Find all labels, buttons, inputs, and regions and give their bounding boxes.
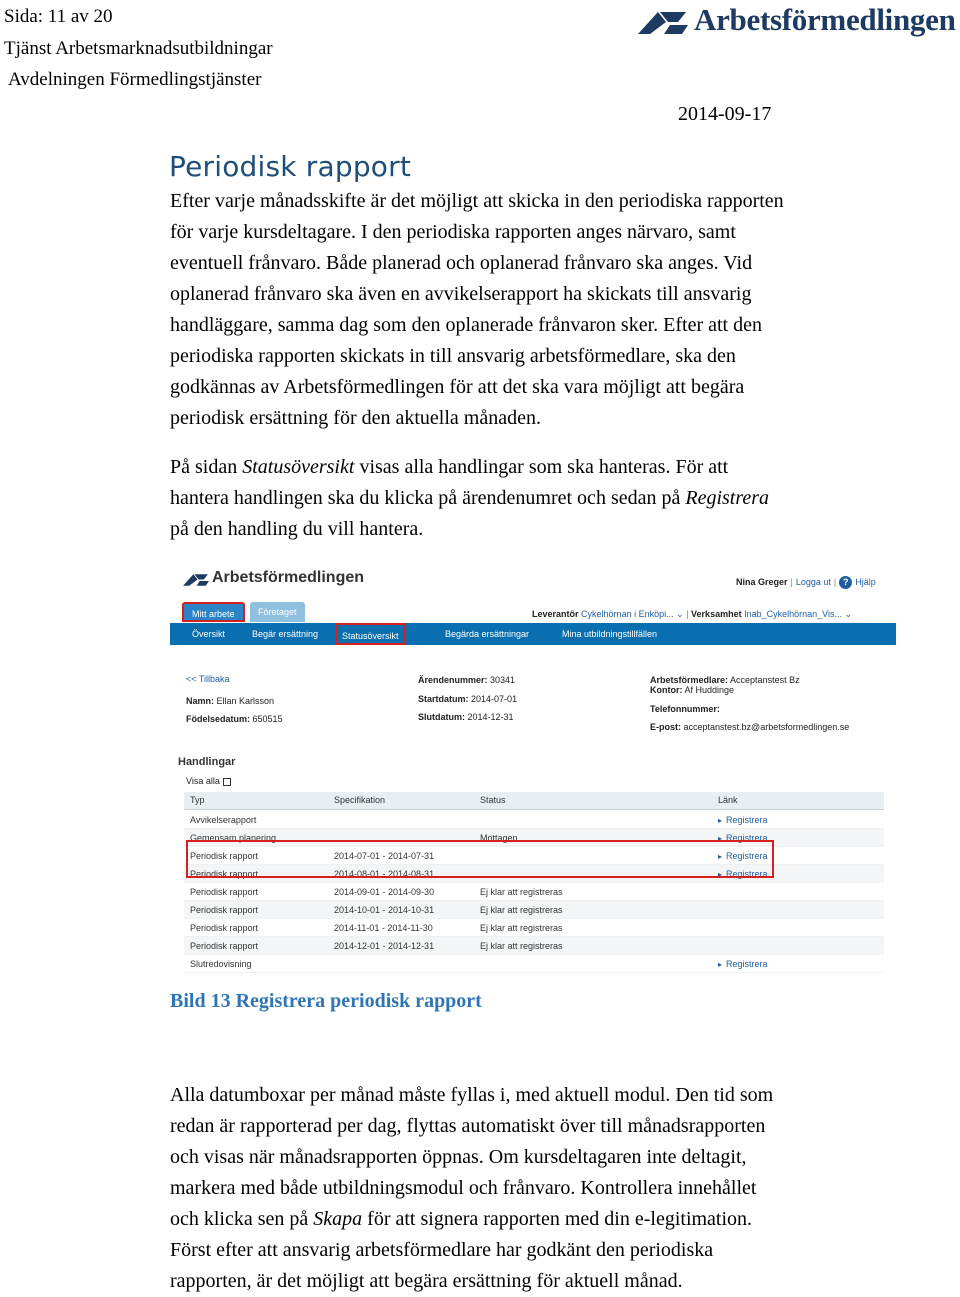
application-screenshot: [170, 560, 896, 990]
case-number: [418, 675, 515, 685]
email: [650, 722, 849, 732]
tab-foretaget[interactable]: Företaget: [250, 602, 305, 622]
text-run: och klicka sen på: [170, 1208, 314, 1230]
column-header: Länk: [718, 795, 738, 805]
field-value: 650515: [252, 714, 283, 724]
help-link[interactable]: Hjälp: [855, 576, 876, 587]
cell-specification: 2014-10-01 - 2014-10-31: [334, 905, 435, 915]
section-title: Periodisk rapport: [169, 150, 412, 183]
cell-specification: 2014-11-01 - 2014-11-30: [334, 923, 433, 933]
nav-statusoversikt[interactable]: Statusöversikt: [336, 623, 405, 645]
show-all-checkbox[interactable]: [223, 778, 231, 786]
cell-specification: 2014-09-01 - 2014-09-30: [334, 887, 435, 897]
field-value: Acceptanstest Bz: [730, 675, 800, 685]
text-line: eventuell frånvaro. Både planerad och oplanerad frånvaro ska anges. Vid: [170, 252, 753, 274]
cell-type: Periodisk rapport: [190, 923, 259, 933]
table-row: [184, 811, 884, 829]
user-name: Nina Greger: [736, 576, 788, 587]
start-date: [418, 694, 517, 704]
registrera-link[interactable]: Registrera: [726, 959, 768, 969]
text-line: och visas när månadsrapporten öppnas. Om kursdeltagaren inte deltagit,: [170, 1146, 747, 1168]
department-name: Avdelningen Förmedlingstjänster: [8, 69, 262, 90]
text-line: godkännas av Arbetsförmedlingen för att det ska vara möjligt att begära: [170, 376, 745, 398]
app-logo-mark-icon: [182, 572, 210, 588]
table-row: [184, 901, 884, 919]
field-label: Födelsedatum:: [186, 714, 251, 724]
field-label: E-post:: [650, 722, 681, 732]
text-run: hantera handlingen ska du klicka på ärendenumret och sedan på: [170, 487, 686, 509]
text-line: periodiska rapporten skickats in till ansvarig arbetsförmedlare, ska den: [170, 345, 736, 367]
field-label: Telefonnummer:: [650, 704, 720, 714]
handlingar-title: Handlingar: [178, 756, 236, 768]
activity-value[interactable]: Inab_Cykelhörnan_Vis...: [744, 609, 843, 619]
chevron-down-icon[interactable]: ⌄: [844, 609, 853, 619]
logo-text: Arbetsförmedlingen: [694, 2, 956, 37]
chevron-down-icon[interactable]: ⌄: [676, 609, 684, 619]
table-row: [184, 883, 884, 901]
italic-term: Statusöversikt: [242, 456, 355, 478]
supplier-value[interactable]: Cykelhörnan i Enköpi...: [581, 609, 674, 619]
text-run: för att signera rapporten med din e-legitimation.: [362, 1208, 753, 1230]
participant-birthdate: [186, 714, 283, 724]
service-name: Tjänst Arbetsmarknadsutbildningar: [4, 38, 273, 59]
nav-begar-ersattning[interactable]: Begär ersättning: [252, 629, 319, 639]
text-line: oplanerad frånvaro ska även en avvikelserapport ha skickats till ansvarig: [170, 283, 752, 305]
cell-type: Periodisk rapport: [190, 869, 259, 879]
nav-mina-utbildningstillfallen[interactable]: Mina utbildningstillfällen: [562, 629, 658, 639]
cell-specification: 2014-07-01 - 2014-07-31: [334, 851, 435, 861]
text-line: [170, 1204, 910, 1235]
arrow-right-icon: ▸: [718, 870, 723, 879]
arrow-right-icon: ▸: [718, 834, 723, 843]
cell-status: Ej klar att registreras: [480, 941, 563, 951]
column-header: Status: [480, 795, 506, 805]
field-value: Ellan Karlsson: [216, 696, 275, 706]
document-date: 2014-09-17: [678, 103, 772, 125]
text-line: markera med både utbildningsmodul och frånvaro. Kontrollera innehållet: [170, 1177, 757, 1199]
table-row: [184, 919, 884, 937]
registrera-link[interactable]: Registrera: [726, 869, 768, 879]
text-run: visas alla handlingar som ska hanteras. För att: [354, 456, 729, 478]
nav-oversikt[interactable]: Översikt: [192, 629, 226, 639]
office: [650, 685, 734, 695]
italic-term: Registrera: [685, 487, 770, 509]
text-line: periodisk ersättning för den aktuella månaden.: [170, 407, 541, 429]
officer: [650, 675, 800, 685]
cell-type: Gemensam planering: [190, 833, 277, 843]
cell-status: Mottagen: [480, 833, 518, 843]
field-label: Slutdatum:: [418, 712, 465, 722]
activity-label: Verksamhet: [691, 609, 742, 619]
supplier-selector: Leverantör Cykelhörnan i Enköpi... ⌄ | Verksamhet Inab_Cykelhörnan_Vis... ⌄: [532, 609, 853, 619]
cell-status: Ej klar att registreras: [480, 887, 563, 897]
arrow-right-icon: ▸: [718, 852, 723, 861]
phone: [650, 704, 720, 714]
text-line: Efter varje månadsskifte är det möjligt att skicka in den periodiska rapporten: [170, 190, 784, 212]
field-label: Startdatum:: [418, 694, 469, 704]
cell-type: Periodisk rapport: [190, 941, 259, 951]
text-run: På sidan: [170, 456, 243, 478]
field-value: acceptanstest.bz@arbetsformedlingen.se: [683, 722, 850, 732]
cell-type: Periodisk rapport: [190, 887, 259, 897]
arbetsformedlingen-logo: [636, 2, 958, 44]
text-line: redan är rapporterad per dag, flyttas automatiskt över till månadsrapporten: [170, 1115, 766, 1137]
arrow-right-icon: ▸: [718, 816, 723, 825]
cell-status: Ej klar att registreras: [480, 923, 563, 933]
participant-name: [186, 696, 274, 706]
text-line: på den handling du vill hantera.: [170, 518, 424, 540]
cell-status: Ej klar att registreras: [480, 905, 563, 915]
end-date: [418, 712, 514, 722]
cell-specification: 2014-08-01 - 2014-08-31: [334, 869, 435, 879]
cell-type: Slutredovisning: [190, 959, 252, 969]
arrow-right-icon: ▸: [718, 960, 723, 969]
user-bar: Nina Greger | Logga ut | ? Hjälp: [736, 576, 876, 587]
text-line: rapporten, är det möjligt att begära ersättning för aktuell månad.: [170, 1270, 683, 1292]
field-label: Namn:: [186, 696, 215, 706]
cell-link[interactable]: [718, 959, 768, 969]
column-header: Specifikation: [334, 795, 386, 805]
cell-specification: 2014-12-01 - 2014-12-31: [334, 941, 435, 951]
field-value: 2014-07-01: [471, 694, 518, 704]
tab-mitt-arbete[interactable]: Mitt arbete: [182, 602, 245, 622]
cell-type: Avvikelserapport: [190, 815, 257, 825]
figure-caption: Bild 13 Registrera periodisk rapport: [170, 990, 482, 1012]
show-all-toggle[interactable]: [186, 776, 231, 786]
intro-paragraph: [170, 186, 910, 434]
table-header: [184, 792, 884, 810]
field-value[interactable]: 30341: [490, 675, 516, 685]
cell-type: Periodisk rapport: [190, 905, 259, 915]
page-number: Sida: 11 av 20: [4, 6, 113, 27]
registrera-link[interactable]: Registrera: [726, 851, 768, 861]
show-all-label: Visa alla: [186, 776, 220, 786]
field-label: Arbetsförmedlare:: [650, 675, 729, 685]
italic-term: Skapa: [313, 1208, 363, 1230]
table-row: [184, 937, 884, 955]
help-icon[interactable]: ?: [839, 576, 852, 589]
column-header: Typ: [190, 795, 205, 805]
text-line: [170, 452, 910, 483]
cell-type: Periodisk rapport: [190, 851, 259, 861]
text-line: [170, 483, 910, 514]
logo-mark-icon: [636, 8, 690, 38]
text-line: Först efter att ansvarig arbetsförmedlare har godkänt den periodiska: [170, 1239, 714, 1261]
text-line: Alla datumboxar per månad måste fyllas i, med aktuell modul. Den tid som: [170, 1084, 774, 1106]
field-value: 2014-12-31: [467, 712, 514, 722]
highlight-box: [186, 840, 774, 878]
text-line: för varje kursdeltagare. I den periodiska rapporten anges närvaro, samt: [170, 221, 736, 243]
main-nav: [170, 623, 896, 645]
field-label: Kontor:: [650, 685, 683, 695]
cell-link[interactable]: [718, 815, 768, 825]
field-label: Ärendenummer:: [418, 675, 488, 685]
closing-paragraph: [170, 1080, 910, 1297]
text-line: handläggare, samma dag som den oplanerade frånvaron sker. Efter att den: [170, 314, 762, 336]
app-logo-text: Arbetsförmedlingen: [212, 569, 365, 586]
supplier-label: Leverantör: [532, 609, 579, 619]
back-link[interactable]: << Tillbaka: [186, 674, 230, 684]
logout-link[interactable]: Logga ut: [795, 576, 831, 587]
registrera-link[interactable]: Registrera: [726, 815, 768, 825]
instruction-paragraph: [170, 452, 910, 545]
registrera-link[interactable]: Registrera: [726, 833, 768, 843]
table-row: [184, 955, 884, 973]
field-value: Af Huddinge: [684, 685, 735, 695]
nav-begarda-ersattningar[interactable]: Begärda ersättningar: [445, 629, 530, 639]
